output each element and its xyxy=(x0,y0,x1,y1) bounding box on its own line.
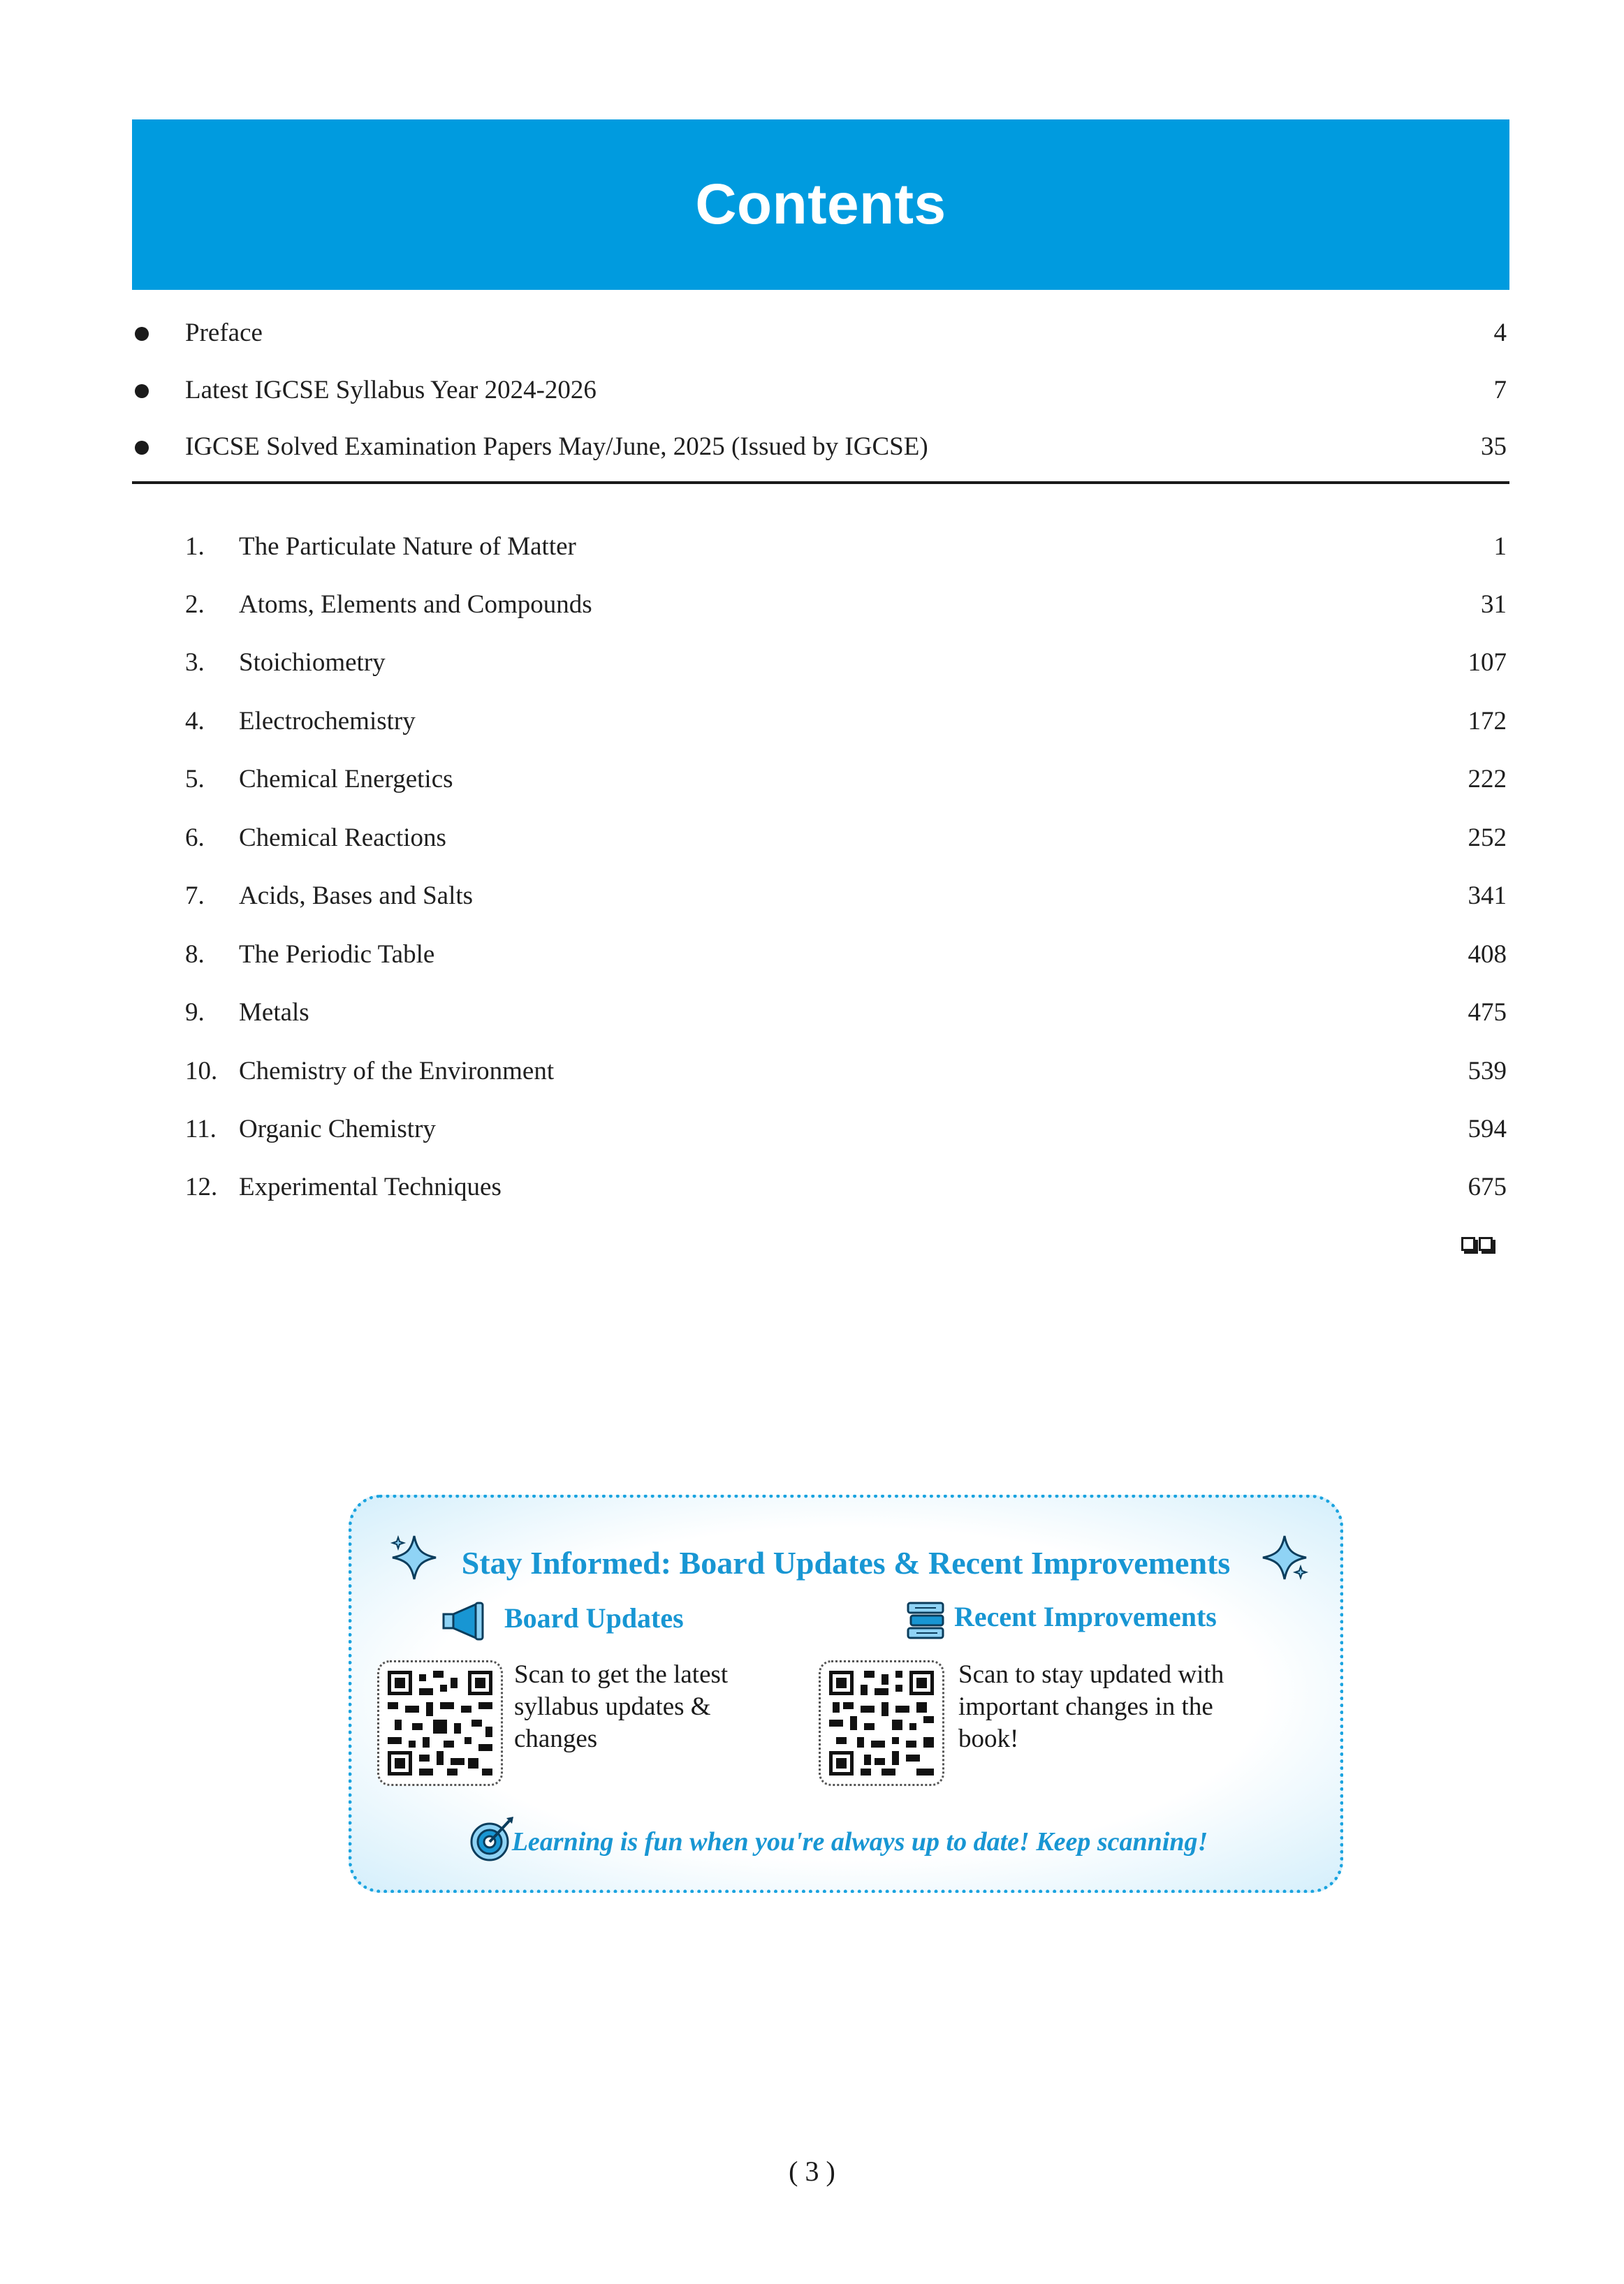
chapter-number: 5. xyxy=(185,765,205,793)
chapter-number: 4. xyxy=(185,707,205,735)
recent-improvements-qr-code[interactable] xyxy=(819,1660,944,1786)
megaphone-icon xyxy=(439,1602,490,1641)
chapter-number: 2. xyxy=(185,590,205,619)
chapter-entry[interactable] xyxy=(132,875,1509,917)
chapter-number: 9. xyxy=(185,998,205,1027)
chapter-page: 31 xyxy=(1481,590,1507,619)
chapter-entry[interactable] xyxy=(132,1051,1509,1092)
chapter-page: 675 xyxy=(1468,1173,1507,1201)
bullet-icon xyxy=(135,327,149,341)
chapter-title: The Particulate Nature of Matter xyxy=(239,532,576,561)
qr-code-icon xyxy=(829,1671,934,1776)
chapter-number: 1. xyxy=(185,532,205,561)
chapter-number: 6. xyxy=(185,823,205,852)
chapter-title: Chemical Energetics xyxy=(239,765,453,793)
end-of-section-mark xyxy=(1461,1237,1493,1251)
entry-title: Latest IGCSE Syllabus Year 2024-2026 xyxy=(185,376,597,404)
board-updates-heading: Board Updates xyxy=(504,1602,684,1634)
chapter-entry[interactable] xyxy=(132,992,1509,1034)
chapter-title: Stoichiometry xyxy=(239,648,386,677)
chapter-page: 252 xyxy=(1468,823,1507,852)
chapter-entry[interactable] xyxy=(132,1166,1509,1208)
chapter-entry[interactable] xyxy=(132,817,1509,859)
chapter-number: 12. xyxy=(185,1173,218,1201)
square-icon xyxy=(1479,1237,1493,1251)
chapter-title: Chemistry of the Environment xyxy=(239,1057,555,1085)
chapter-number: 3. xyxy=(185,648,205,677)
section-divider xyxy=(132,481,1509,484)
page-number: ( 3 ) xyxy=(789,2155,835,2187)
bullet-icon xyxy=(135,384,149,398)
chapter-entry[interactable] xyxy=(132,584,1509,626)
chapter-page: 539 xyxy=(1468,1057,1507,1085)
front-matter-item[interactable] xyxy=(132,369,1509,411)
chapter-number: 11. xyxy=(185,1115,217,1143)
chapter-entry[interactable] xyxy=(132,934,1509,976)
chapter-title: Electrochemistry xyxy=(239,707,416,735)
sparkle-icon xyxy=(1260,1533,1309,1582)
page-title: Contents xyxy=(695,173,946,236)
chapter-number: 8. xyxy=(185,940,205,969)
entry-page: 4 xyxy=(1493,319,1507,347)
chapter-page: 1 xyxy=(1493,532,1507,561)
board-updates-qr-code[interactable] xyxy=(377,1660,503,1786)
front-matter-item[interactable] xyxy=(132,426,1509,468)
entry-page: 35 xyxy=(1481,432,1507,461)
chapter-number: 7. xyxy=(185,881,205,910)
entry-title: Preface xyxy=(185,319,263,347)
stay-informed-box xyxy=(349,1495,1343,1893)
chapter-entry[interactable] xyxy=(132,642,1509,684)
chapter-title: Chemical Reactions xyxy=(239,823,446,852)
chapter-page: 408 xyxy=(1468,940,1507,969)
tagline: Learning is fun when you're always up to date! Keep scanning! xyxy=(511,1827,1208,1857)
chapter-page: 341 xyxy=(1468,881,1507,910)
chapter-entry[interactable] xyxy=(132,526,1509,568)
chapter-page: 107 xyxy=(1468,648,1507,677)
front-matter-item[interactable] xyxy=(132,312,1509,354)
contents-banner xyxy=(132,119,1509,290)
chapter-entry[interactable] xyxy=(132,1108,1509,1150)
recent-improvements-heading: Recent Improvements xyxy=(954,1601,1217,1632)
chapter-title: Acids, Bases and Salts xyxy=(239,881,474,910)
chapter-entry[interactable] xyxy=(132,701,1509,742)
chapter-number: 10. xyxy=(185,1057,218,1085)
entry-page: 7 xyxy=(1493,376,1507,404)
info-box-title: Stay Informed: Board Updates & Recent Improvements xyxy=(461,1545,1231,1581)
qr-code-icon xyxy=(388,1671,492,1776)
chapter-page: 475 xyxy=(1468,998,1507,1027)
chapter-entry[interactable] xyxy=(132,759,1509,800)
chapter-page: 594 xyxy=(1468,1115,1507,1143)
chapter-title: The Periodic Table xyxy=(239,940,435,969)
square-icon xyxy=(1461,1237,1475,1251)
chapter-title: Atoms, Elements and Compounds xyxy=(239,590,592,619)
chapter-title: Experimental Techniques xyxy=(239,1173,502,1201)
chapter-title: Metals xyxy=(239,998,309,1027)
books-icon xyxy=(905,1600,946,1641)
board-updates-text: Scan to get the latest syllabus updates & changes xyxy=(514,1660,729,1753)
chapter-page: 172 xyxy=(1468,707,1507,735)
chapter-page: 222 xyxy=(1468,765,1507,793)
chapter-title: Organic Chemistry xyxy=(239,1115,436,1143)
bullet-icon xyxy=(135,441,149,455)
entry-title: IGCSE Solved Examination Papers May/June, 2025 (Issued by IGCSE) xyxy=(185,432,928,461)
recent-improvements-text: Scan to stay updated with important changes in the book! xyxy=(958,1660,1224,1753)
